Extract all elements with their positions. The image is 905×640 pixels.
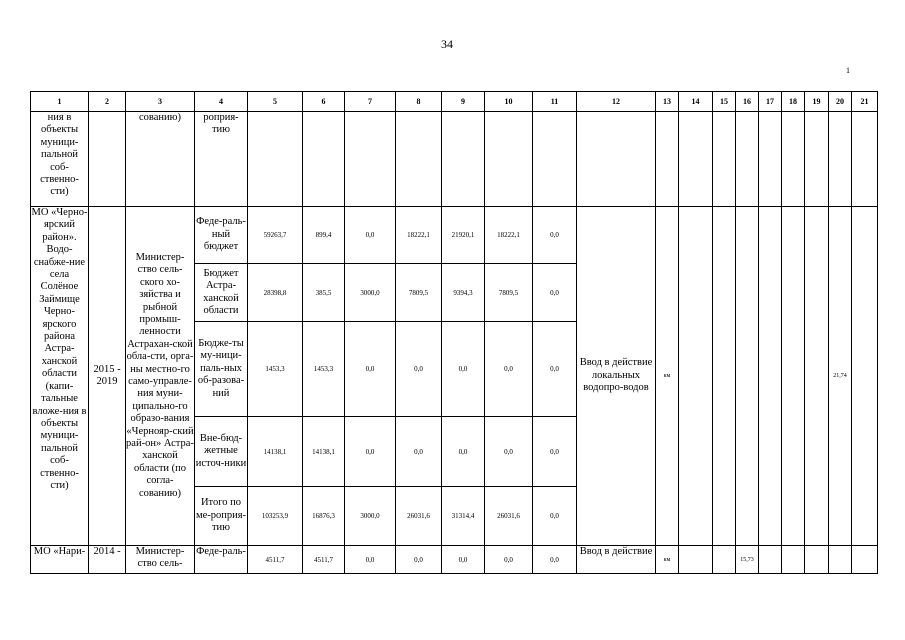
value-cell: 0,0	[485, 417, 533, 487]
col-header: 4	[195, 92, 248, 112]
col-header: 13	[656, 92, 679, 112]
funding-source-cell: Бюджет Астра-ханской области	[195, 264, 248, 322]
value-cell: 3000,0	[345, 264, 396, 322]
activity-name-cell: МО «Черно-ярский район». Водо-снабже-ние села Солёное Займище Черно-ярского района Астра-ханской области (капи-тальные вложе-ния в объекты муници-пальной соб-ственно-сти)	[31, 207, 89, 546]
value-cell: 0,0	[345, 417, 396, 487]
col-header: 1	[31, 92, 89, 112]
value-cell: 59263,7	[248, 207, 303, 264]
value-cell: 14138,1	[303, 417, 345, 487]
value-cell: 0,0	[396, 322, 442, 417]
funding-source-cell: роприя-тию	[195, 112, 248, 207]
col-header: 14	[679, 92, 713, 112]
value-cell: 21920,1	[442, 207, 485, 264]
col-header: 2	[89, 92, 126, 112]
col-header: 12	[577, 92, 656, 112]
value-cell: 0,0	[533, 417, 577, 487]
funding-source-cell: Феде-раль-ный бюджет	[195, 207, 248, 264]
col-header: 16	[736, 92, 759, 112]
corner-mark: 1	[846, 66, 850, 75]
col-header: 10	[485, 92, 533, 112]
col-header: 5	[248, 92, 303, 112]
col-header: 18	[782, 92, 805, 112]
value-cell: 4511,7	[248, 546, 303, 574]
indicator-cell: Ввод в действие локальных водопро-водов	[577, 207, 656, 546]
value-cell: 0,0	[533, 322, 577, 417]
funding-source-cell: Бюдже-ты му-ници-паль-ных об-разова-ний	[195, 322, 248, 417]
value-cell: 0,0	[396, 546, 442, 574]
activity-name-cell: ния в объекты муници-пальной соб-ственно-сти)	[31, 112, 89, 207]
value-cell: 103253,9	[248, 487, 303, 546]
value-cell: 26031,6	[485, 487, 533, 546]
value-cell: 0,0	[442, 322, 485, 417]
value-cell: 899,4	[303, 207, 345, 264]
value-cell: 0,0	[485, 546, 533, 574]
value-cell: 0,0	[533, 487, 577, 546]
value-cell: 0,0	[533, 207, 577, 264]
value-cell: 0,0	[345, 207, 396, 264]
table-row	[31, 546, 878, 574]
col-header: 21	[852, 92, 878, 112]
col-header: 7	[345, 92, 396, 112]
value-cell: 0,0	[485, 322, 533, 417]
program-table	[30, 91, 878, 574]
value-cell: 16876,3	[303, 487, 345, 546]
value-cell: 0,0	[345, 322, 396, 417]
table-row	[31, 207, 878, 264]
period-cell: 2015 - 2019	[89, 207, 126, 546]
funding-source-cell: Вне-бюд-жетные источ-ники	[195, 417, 248, 487]
page-number: 34	[441, 37, 453, 51]
funding-source-cell: Итого по ме-роприя-тию	[195, 487, 248, 546]
value-cell: 0,0	[442, 417, 485, 487]
continuation-row	[31, 112, 878, 207]
col-header: 3	[126, 92, 195, 112]
value-cell: 3000,0	[345, 487, 396, 546]
value-cell: 18222,1	[396, 207, 442, 264]
col-header: 15	[713, 92, 736, 112]
target-value-cell: 15,73	[736, 546, 759, 574]
col-header: 11	[533, 92, 577, 112]
executor-cell: Министер-ство сель-ского хо-зяйства и рыбной промыш-ленности Астрахан-ской обла-сти, орга-ны местно-го само-управле-ния муни-ципально-го образо-вания «Чернояр-ский рай-он» Астра-ханской области (по согла-сованию)	[126, 207, 195, 546]
value-cell: 31314,4	[442, 487, 485, 546]
value-cell: 9394,3	[442, 264, 485, 322]
value-cell: 0,0	[396, 417, 442, 487]
value-cell: 18222,1	[485, 207, 533, 264]
value-cell: 7809,5	[485, 264, 533, 322]
value-cell: 4511,7	[303, 546, 345, 574]
value-cell: 0,0	[345, 546, 396, 574]
unit-cell: км	[656, 207, 679, 546]
header-row	[31, 92, 878, 112]
col-header: 6	[303, 92, 345, 112]
indicator-cell: Ввод в действие	[577, 546, 656, 574]
funding-source-cell: Феде-раль-	[195, 546, 248, 574]
unit-cell: км	[656, 546, 679, 574]
col-header: 9	[442, 92, 485, 112]
col-header: 17	[759, 92, 782, 112]
executor-cell: сованию)	[126, 112, 195, 207]
value-cell: 14138,1	[248, 417, 303, 487]
value-cell: 0,0	[442, 546, 485, 574]
executor-cell: Министер-ство сель-	[126, 546, 195, 574]
value-cell: 7809,5	[396, 264, 442, 322]
activity-name-cell: МО «Нари-	[31, 546, 89, 574]
value-cell: 28398,8	[248, 264, 303, 322]
period-cell: 2014 -	[89, 546, 126, 574]
value-cell: 1453,3	[303, 322, 345, 417]
value-cell: 26031,6	[396, 487, 442, 546]
empty-cell	[89, 112, 126, 207]
value-cell: 1453,3	[248, 322, 303, 417]
value-cell: 0,0	[533, 264, 577, 322]
col-header: 8	[396, 92, 442, 112]
target-value-cell: 21,74	[829, 207, 852, 546]
value-cell: 0,0	[533, 546, 577, 574]
col-header: 19	[805, 92, 829, 112]
value-cell: 385,5	[303, 264, 345, 322]
col-header: 20	[829, 92, 852, 112]
